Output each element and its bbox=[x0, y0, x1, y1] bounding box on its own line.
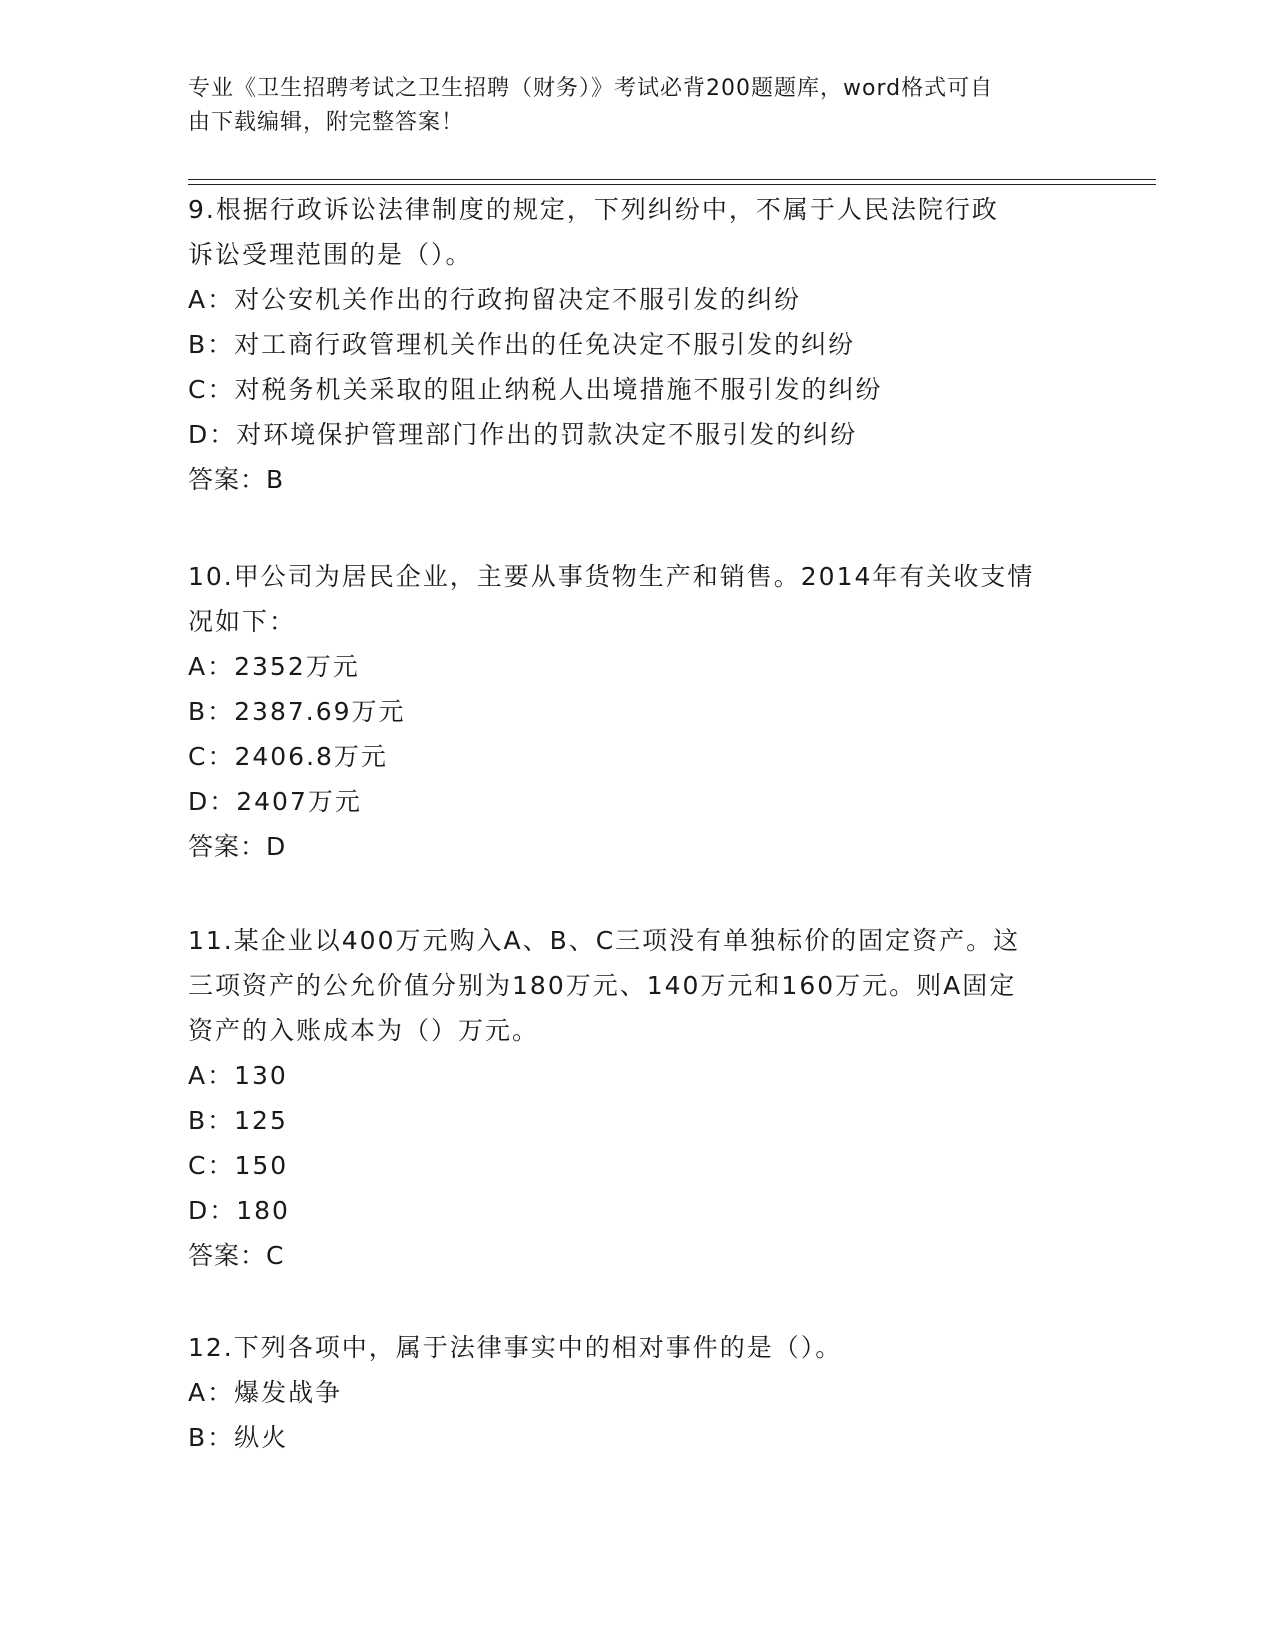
answer: 答案：C bbox=[188, 1241, 285, 1270]
question-stem-line: 12.下列各项中，属于法律事实中的相对事件的是（）。 bbox=[188, 1333, 843, 1362]
question-stem-line: 10.甲公司为居民企业，主要从事货物生产和销售。2014年有关收支情 bbox=[188, 562, 1035, 591]
question-stem-line: 三项资产的公允价值分别为180万元、140万元和160万元。则A固定 bbox=[188, 971, 1017, 1000]
option-c: C：2406.8万元 bbox=[188, 742, 388, 771]
option-c: C：对税务机关采取的阻止纳税人出境措施不服引发的纠纷 bbox=[188, 375, 883, 404]
option-d: D：对环境保护管理部门作出的罚款决定不服引发的纠纷 bbox=[188, 420, 858, 449]
option-b: B：2387.69万元 bbox=[188, 697, 406, 726]
question-stem-line: 资产的入账成本为（）万元。 bbox=[188, 1016, 540, 1045]
option-d: D：2407万元 bbox=[188, 787, 362, 816]
question-9 bbox=[188, 187, 1088, 502]
question-12 bbox=[188, 1325, 1088, 1460]
question-stem-line: 9.根据行政诉讼法律制度的规定，下列纠纷中，不属于人民法院行政 bbox=[188, 195, 999, 224]
option-a: A：对公安机关作出的行政拘留决定不服引发的纠纷 bbox=[188, 285, 802, 314]
document-header bbox=[188, 72, 1068, 140]
option-a: A：130 bbox=[188, 1061, 288, 1090]
header-line-2: 由下载编辑，附完整答案！ bbox=[188, 110, 465, 135]
option-b: B：125 bbox=[188, 1106, 288, 1135]
option-b: B：纵火 bbox=[188, 1423, 289, 1452]
question-11 bbox=[188, 918, 1088, 1278]
answer: 答案：B bbox=[188, 465, 285, 494]
question-10 bbox=[188, 554, 1088, 869]
question-stem-line: 11.某企业以400万元购入A、B、C三项没有单独标价的固定资产。这 bbox=[188, 926, 1021, 955]
option-d: D：180 bbox=[188, 1196, 290, 1225]
option-c: C：150 bbox=[188, 1151, 289, 1180]
option-a: A：2352万元 bbox=[188, 652, 360, 681]
header-divider bbox=[188, 179, 1156, 185]
answer: 答案：D bbox=[188, 832, 287, 861]
question-stem-line: 诉讼受理范围的是（）。 bbox=[188, 240, 473, 269]
option-a: A：爆发战争 bbox=[188, 1378, 343, 1407]
header-line-1: 专业《卫生招聘考试之卫生招聘（财务）》考试必背200题题库，word格式可自 bbox=[188, 76, 994, 101]
question-stem-line: 况如下： bbox=[188, 607, 297, 636]
option-b: B：对工商行政管理机关作出的任免决定不服引发的纠纷 bbox=[188, 330, 856, 359]
